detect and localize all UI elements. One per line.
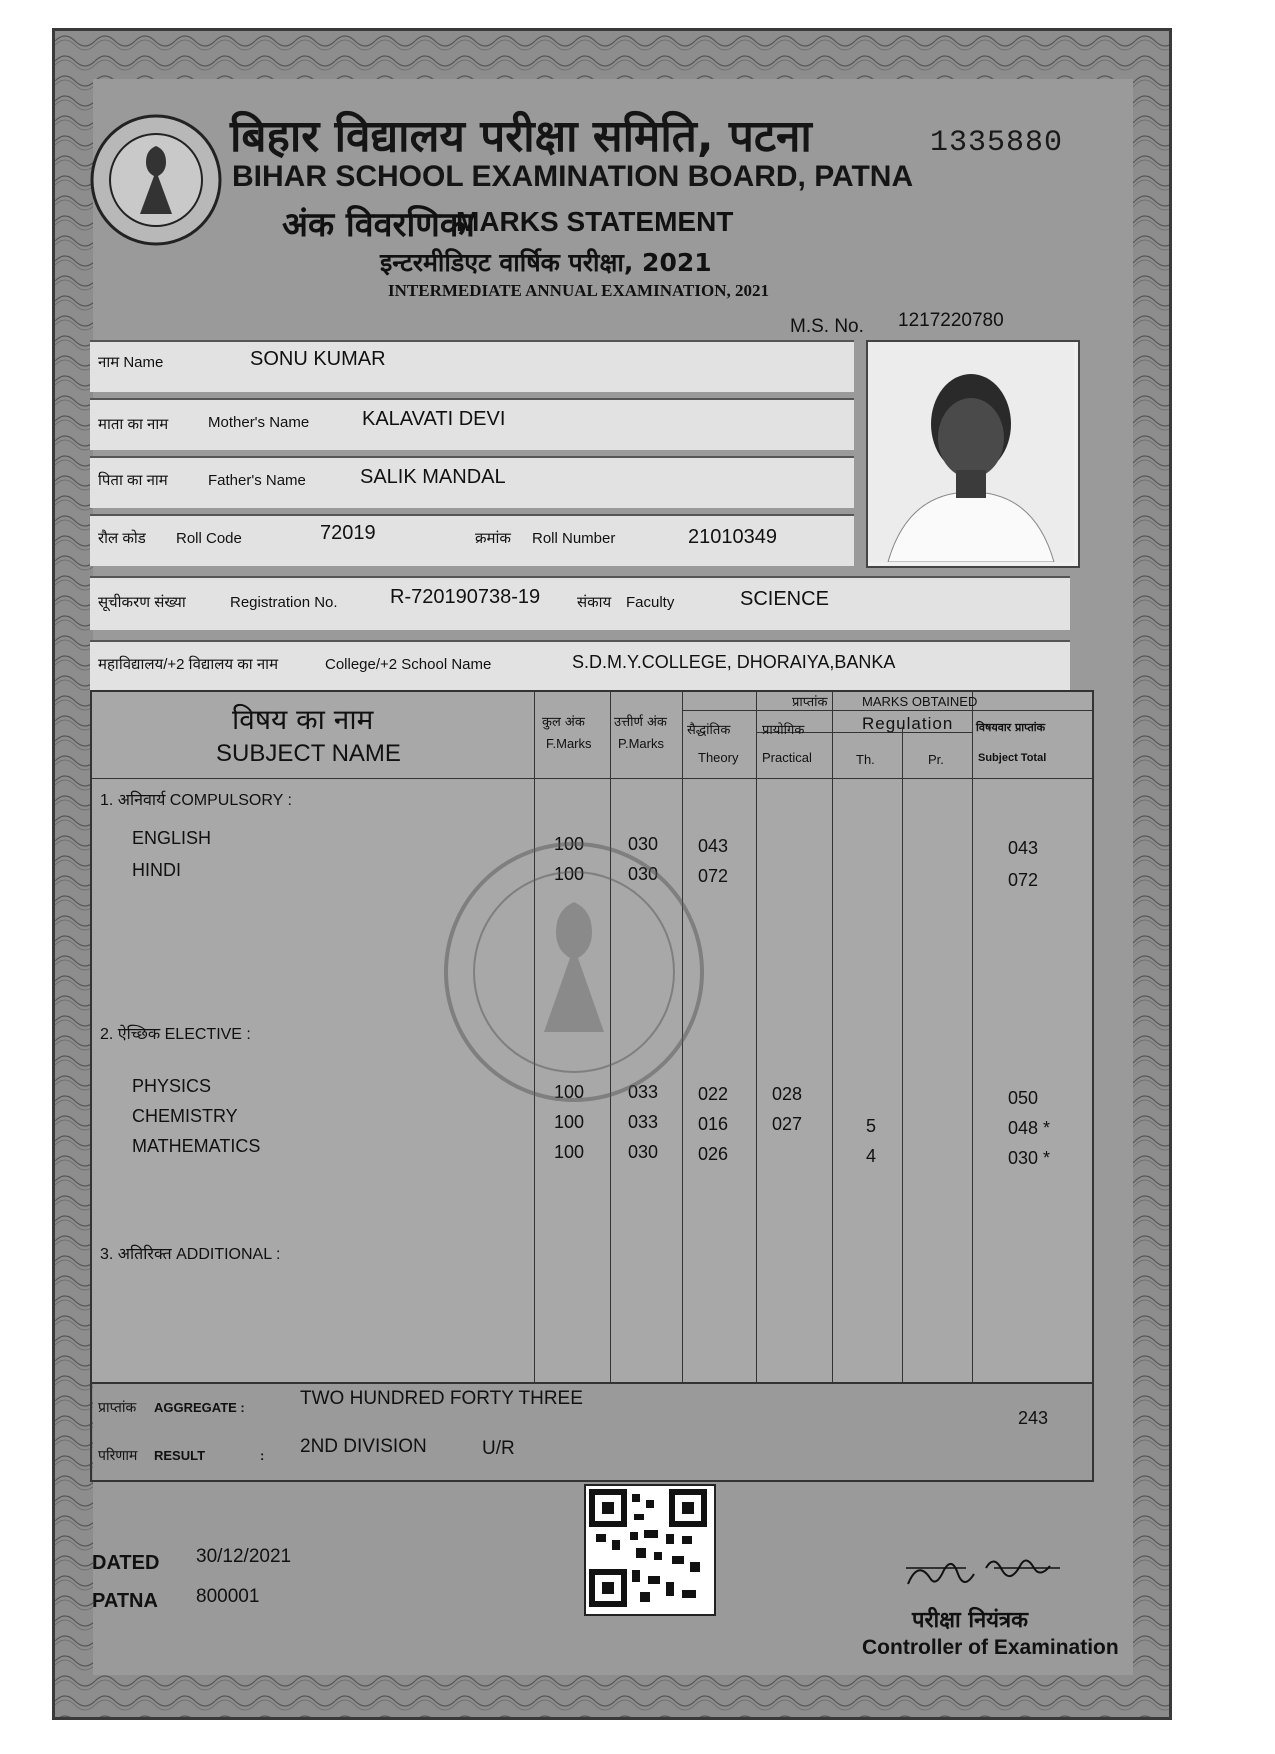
practical-marks: 027 xyxy=(772,1114,803,1134)
qr-code xyxy=(584,1484,716,1616)
practical-head-hindi: प्रायोगिक xyxy=(762,723,805,738)
subject-head-hindi: विषय का नाम xyxy=(232,703,374,736)
result-label-colon: : xyxy=(260,1448,265,1463)
result-label-hindi: परिणाम xyxy=(98,1448,138,1464)
result-value: 2ND DIVISION xyxy=(300,1436,427,1457)
pmarks-head-hindi: उत्तीर्ण अंक xyxy=(614,715,667,730)
ms-no-label: M.S. No. xyxy=(790,316,864,337)
registration-value: R-720190738-19 xyxy=(390,586,541,608)
faculty-label-english: Faculty xyxy=(626,594,675,611)
subject-name: ENGLISH xyxy=(132,828,212,848)
board-seal-icon xyxy=(86,110,226,250)
exam-title-hindi: इन्टरमीडिएट वार्षिक परीक्षा, 2021 xyxy=(380,248,712,277)
father-label-english: Father's Name xyxy=(208,472,306,489)
mother-row xyxy=(90,398,854,450)
controller-title-hindi: परीक्षा नियंत्रक xyxy=(912,1608,1029,1633)
pass-marks: 030 xyxy=(628,834,659,854)
regulation-practical-head: Pr. xyxy=(928,752,944,767)
result-category: U/R xyxy=(482,1438,515,1459)
regulation-theory-head: Th. xyxy=(856,752,875,767)
theory-marks: 072 xyxy=(698,866,729,886)
roll-code-label-hindi: रौल कोड xyxy=(98,530,146,547)
dated-label: DATED xyxy=(92,1552,160,1574)
roll-number-label-hindi: क्रमांक xyxy=(475,530,511,547)
student-photo xyxy=(866,340,1080,568)
pmarks-head-english: P.Marks xyxy=(618,736,664,751)
father-row xyxy=(90,456,854,508)
college-label-hindi: महाविद्यालय/+2 विद्यालय का नाम xyxy=(98,656,279,673)
controller-title-english: Controller of Examination xyxy=(862,1636,1119,1659)
regulation-theory-marks: 4 xyxy=(866,1146,877,1166)
subject-total: 050 xyxy=(1008,1088,1039,1108)
father-value: SALIK MANDAL xyxy=(360,466,506,488)
board-title-hindi: बिहार विद्यालय परीक्षा समिति, पटना xyxy=(230,111,812,162)
subject-total-head-hindi: विषयवार प्राप्तांक xyxy=(976,721,1046,734)
full-marks: 100 xyxy=(554,1112,585,1132)
college-label-english: College/+2 School Name xyxy=(325,656,492,673)
dated-value: 30/12/2021 xyxy=(196,1546,292,1567)
regulation-head: Regulation xyxy=(862,714,954,733)
mother-label-hindi: माता का नाम xyxy=(98,416,169,433)
serial-number: 1335880 xyxy=(930,126,1064,160)
aggregate-words: TWO HUNDRED FORTY THREE xyxy=(300,1388,583,1409)
aggregate-label-english: AGGREGATE : xyxy=(154,1400,245,1415)
subject-total: 043 xyxy=(1008,838,1039,858)
theory-head-hindi: सैद्धांतिक xyxy=(687,723,731,738)
college-value: S.D.M.Y.COLLEGE, DHORAIYA,BANKA xyxy=(572,652,896,672)
practical-head-english: Practical xyxy=(762,750,812,765)
theory-marks: 026 xyxy=(698,1144,729,1164)
subject-total-head-english: Subject Total xyxy=(978,752,1047,764)
fmarks-head-hindi: कुल अंक xyxy=(542,715,585,730)
watermark-seal-icon xyxy=(434,832,714,1112)
mother-label-english: Mother's Name xyxy=(208,414,310,431)
subject-name: CHEMISTRY xyxy=(132,1106,238,1126)
faculty-label-hindi: संकाय xyxy=(577,594,612,611)
full-marks: 100 xyxy=(554,864,585,884)
subject-name: HINDI xyxy=(132,860,181,880)
place-label: PATNA xyxy=(92,1590,158,1612)
signature-icon xyxy=(902,1554,1072,1600)
roll-number-value: 21010349 xyxy=(688,526,777,548)
theory-head-english: Theory xyxy=(698,750,739,765)
theory-marks: 043 xyxy=(698,836,729,856)
additional-section-label: 3. अतिरिक्त ADDITIONAL : xyxy=(100,1246,281,1263)
aggregate-section xyxy=(90,1380,1094,1482)
roll-row xyxy=(90,514,854,566)
pass-marks: 033 xyxy=(628,1082,659,1102)
elective-section-label: 2. ऐच्छिक ELECTIVE : xyxy=(100,1026,251,1043)
result-label-english: RESULT xyxy=(154,1448,206,1463)
college-row xyxy=(90,640,1070,692)
subject-name: MATHEMATICS xyxy=(132,1136,261,1156)
obtained-head-hindi: प्राप्तांक xyxy=(792,695,828,710)
pass-marks: 033 xyxy=(628,1112,659,1132)
theory-marks: 016 xyxy=(698,1114,729,1134)
obtained-head-english: MARKS OBTAINED xyxy=(862,694,978,709)
faculty-value: SCIENCE xyxy=(740,588,829,610)
subject-total: 048 * xyxy=(1008,1118,1051,1138)
name-label: नाम Name xyxy=(98,354,164,371)
roll-code-label-english: Roll Code xyxy=(176,530,242,547)
subject-head-english: SUBJECT NAME xyxy=(216,740,401,767)
board-title-english: BIHAR SCHOOL EXAMINATION BOARD, PATNA xyxy=(232,160,914,193)
statement-title-hindi: अंक विवरणिका xyxy=(282,205,475,245)
aggregate-label-hindi: प्राप्तांक xyxy=(98,1400,137,1416)
regulation-theory-marks: 5 xyxy=(866,1116,877,1136)
marks-table xyxy=(90,690,1094,1384)
compulsory-section-label: 1. अनिवार्य COMPULSORY : xyxy=(100,792,292,809)
full-marks: 100 xyxy=(554,834,585,854)
father-label-hindi: पिता का नाम xyxy=(98,472,168,489)
aggregate-total: 243 xyxy=(1018,1408,1049,1428)
full-marks: 100 xyxy=(554,1082,585,1102)
mother-value: KALAVATI DEVI xyxy=(362,408,506,430)
fmarks-head-english: F.Marks xyxy=(546,736,592,751)
registration-label-english: Registration No. xyxy=(230,594,338,611)
exam-title-english: INTERMEDIATE ANNUAL EXAMINATION, 2021 xyxy=(388,281,769,300)
registration-label-hindi: सूचीकरण संख्या xyxy=(98,594,186,611)
practical-marks: 028 xyxy=(772,1084,803,1104)
ms-no-value: 1217220780 xyxy=(898,310,1004,331)
subject-total: 030 * xyxy=(1008,1148,1051,1168)
roll-code-value: 72019 xyxy=(320,522,376,544)
theory-marks: 022 xyxy=(698,1084,729,1104)
statement-title-english: MARKS STATEMENT xyxy=(456,206,734,237)
full-marks: 100 xyxy=(554,1142,585,1162)
pass-marks: 030 xyxy=(628,1142,659,1162)
pin-value: 800001 xyxy=(196,1586,260,1607)
name-row xyxy=(90,340,854,392)
subject-total: 072 xyxy=(1008,870,1039,890)
pass-marks: 030 xyxy=(628,864,659,884)
roll-number-label-english: Roll Number xyxy=(532,530,616,547)
name-value: SONU KUMAR xyxy=(250,348,386,370)
registration-row xyxy=(90,576,1070,630)
subject-name: PHYSICS xyxy=(132,1076,212,1096)
